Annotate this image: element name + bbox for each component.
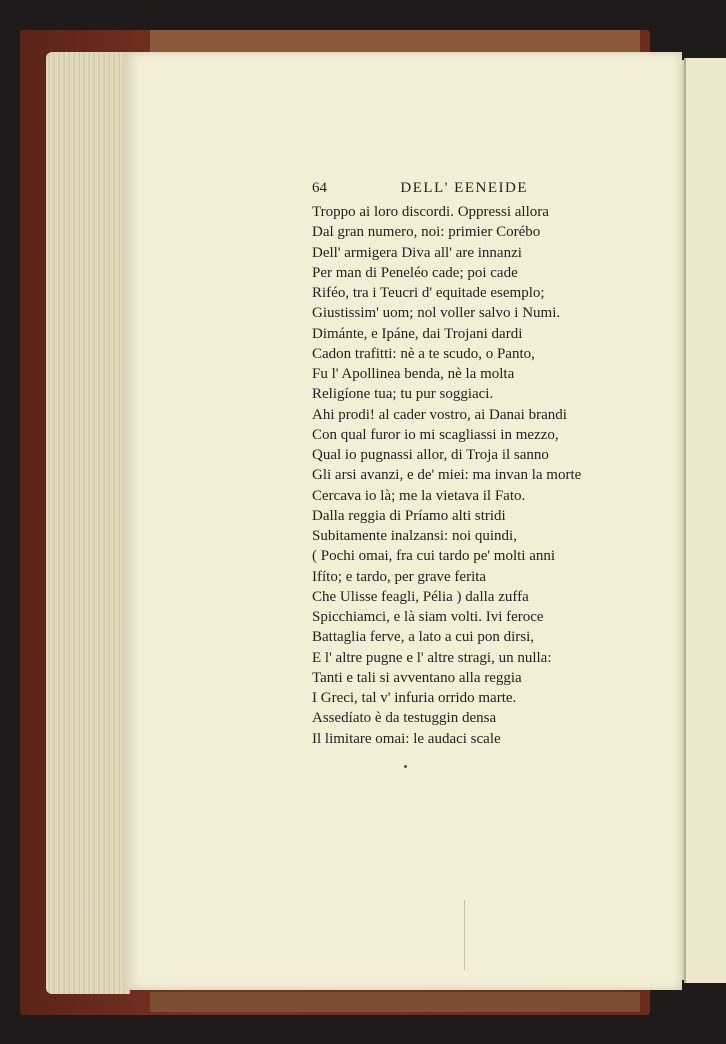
running-head (312, 180, 528, 202)
verse-line: I Greci, tal v' infuria orrido marte. (312, 690, 517, 706)
verse-line: Dimánte, e Ipáne, dai Trojani dardi (312, 325, 523, 342)
page-stack-edge (46, 52, 130, 994)
verse-line: Spicchiamci, e là siam volti. Ivi feroce (312, 609, 544, 625)
verse-line: Il limitare omai: le audaci scale (312, 730, 501, 747)
ink-speck (404, 765, 407, 768)
verse-line: Gli arsi avanzi, e de' miei: ma invan la morte (312, 467, 582, 484)
cover-edge-top (150, 30, 640, 52)
verse-line: Dal gran numero, noi: primier Corébo (312, 224, 541, 241)
verse-line: Troppo ai loro discordi. Oppressi allora (312, 204, 549, 220)
verse-line: Ahi prodi! al cader vostro, ai Danai brandi (312, 406, 567, 423)
verse-line: Dell' armigera Diva all' are innanzi (312, 244, 522, 261)
verse-line: ( Pochi omai, fra cui tardo pe' molti anni (312, 548, 556, 565)
paper-crease (464, 900, 465, 970)
running-title: DELL' EENEIDE (400, 180, 528, 196)
verse-line: Fu l' Apollinea benda, nè la molta (312, 366, 515, 382)
verse-line: E l' altre pugne e l' altre stragi, un nulla: (312, 649, 552, 666)
verse-text (312, 202, 612, 749)
verse-line: Dalla reggia di Príamo alti stridi (312, 507, 506, 524)
page-number: 64 (312, 180, 327, 196)
verse-line: Riféo, tra i Teucri d' equitade esemplo; (312, 285, 545, 301)
verse-line: Qual io pugnassi allor, di Troja il sanno (312, 447, 549, 463)
verse-line: Battaglia ferve, a lato a cui pon dirsi, (312, 629, 535, 646)
verse-line: Giustissim' uom; nol voller salvo i Numi. (312, 305, 561, 322)
cover-edge-bottom (150, 992, 640, 1012)
verse-line: Ifíto; e tardo, per grave ferita (312, 568, 487, 585)
verse-line: Tanti e tali si avventano alla reggia (312, 669, 522, 686)
verse-line: Con qual furor io mi scagliassi in mezzo, (312, 426, 559, 443)
verse-line: Che Ulisse feagli, Pélia ) dalla zuffa (312, 588, 529, 605)
verse-line: Per man di Peneléo cade; poi cade (312, 264, 518, 281)
verse-line: Cadon trafitti: nè a te scudo, o Panto, (312, 345, 535, 362)
verse-line: Assedíato è da testuggin densa (312, 710, 497, 727)
verse-line: Subitamente inalzansi: noi quindi, (312, 528, 517, 544)
verse-line: Religíone tua; tu pur soggiaci. (312, 386, 494, 403)
verse-line: Cercava io là; me la vietava il Fato. (312, 487, 526, 504)
facing-page (684, 58, 726, 983)
